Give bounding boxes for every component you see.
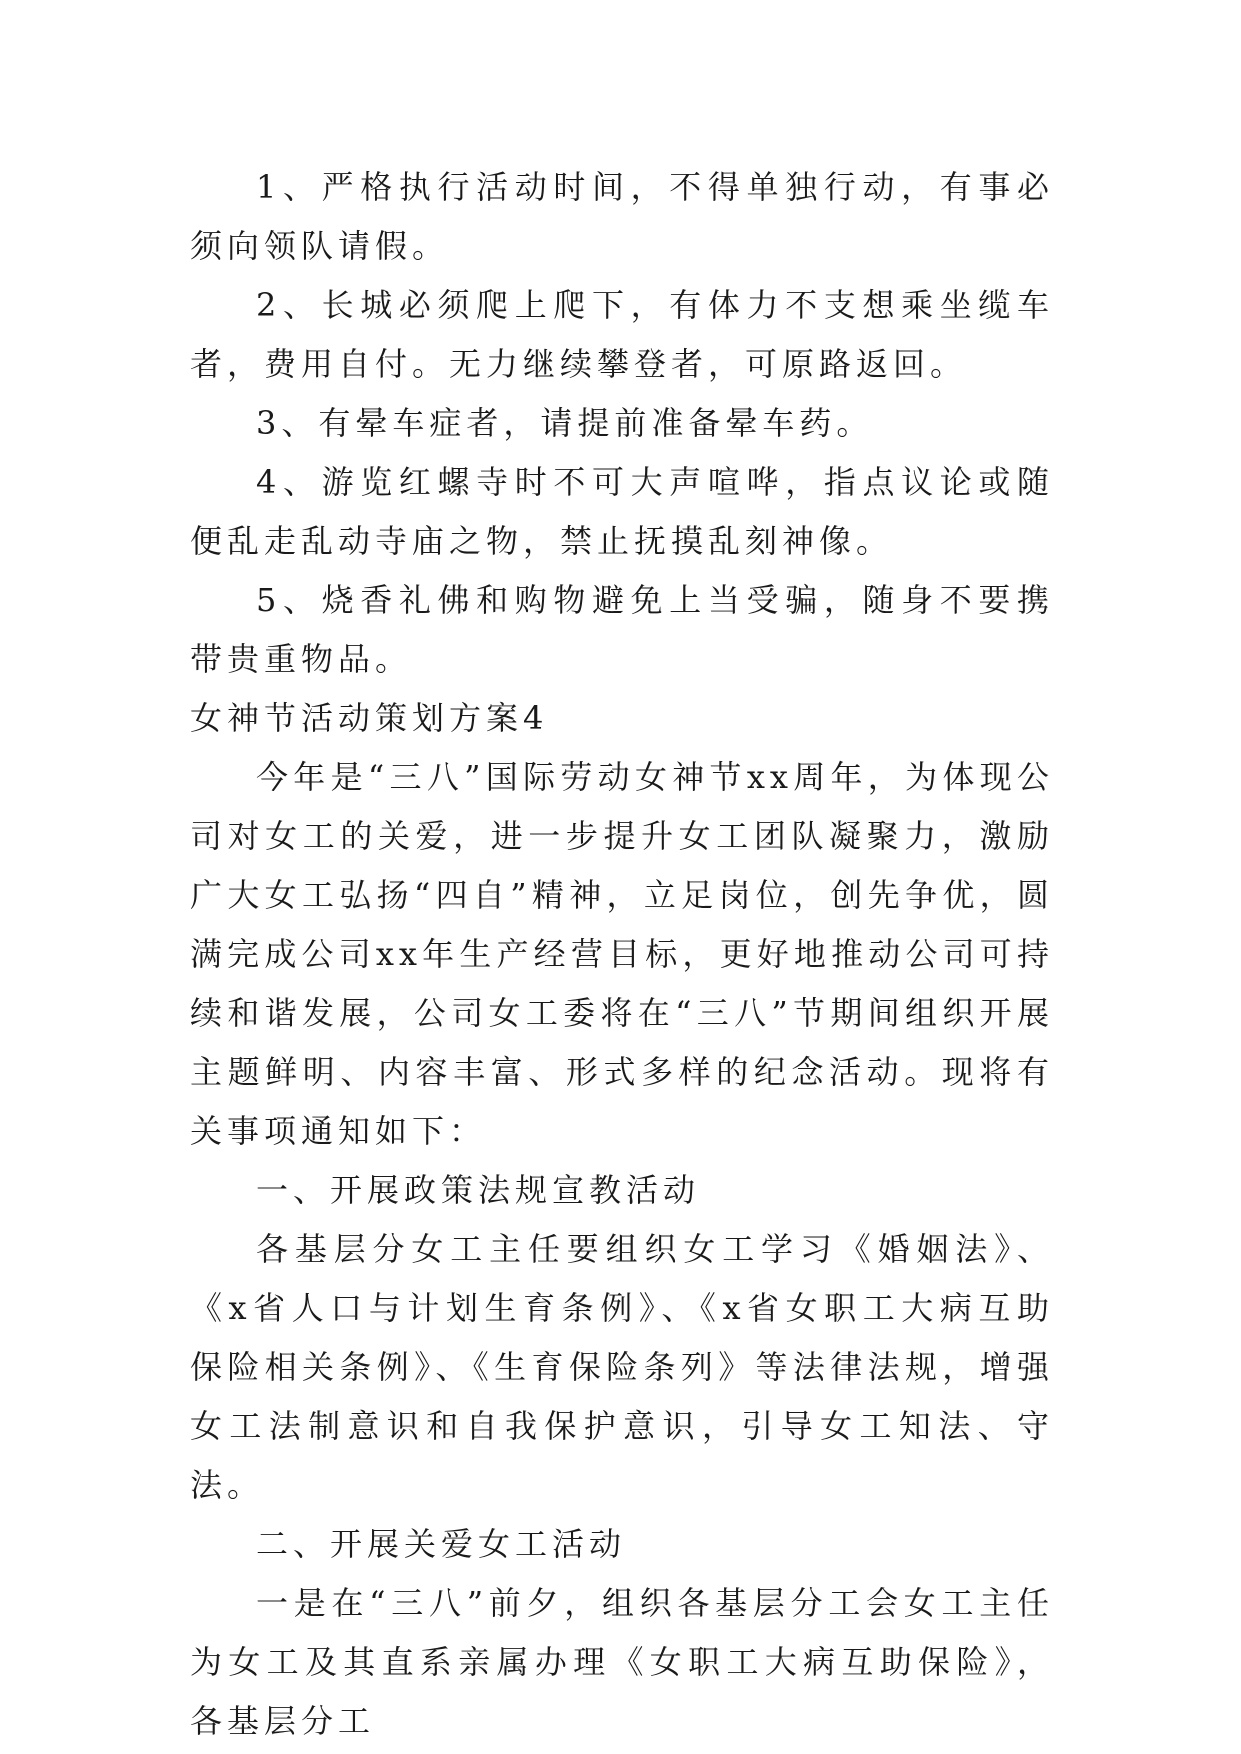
paragraph-rule-2: 2、长城必须爬上爬下，有体力不支想乘坐缆车者，费用自付。无力继续攀登者，可原路返回。 (190, 286, 1054, 383)
heading-policy-education: 一、开展政策法规宣教活动 (256, 1171, 701, 1209)
paragraph-intro: 今年是“三八”国际劳动女神节xx周年，为体现公司对女工的关爱，进一步提升女工团队凝聚力，激励广大女工弘扬“四自”精神，立足岗位，创先争优，圆满完成公司xx年生产经营目标，更好地推动公司可持续和谐发展，公司女工委将在“三八”节期间组织开展主题鲜明、内容丰富、形式多样的纪念活动。现将有关事项通知如下： (190, 758, 1054, 1150)
section-title: 女神节活动策划方案4 (190, 699, 549, 737)
paragraph-rule-5: 5、烧香礼佛和购物避免上当受骗，随身不要携带贵重物品。 (190, 581, 1054, 678)
paragraph-rule-1: 1、严格执行活动时间，不得单独行动，有事必须向领队请假。 (190, 168, 1054, 265)
paragraph-rule-3: 3、有晕车症者，请提前准备晕车药。 (256, 404, 874, 442)
document-body (190, 158, 1054, 1751)
heading-care-activities: 二、开展关爱女工活动 (256, 1525, 627, 1563)
paragraph-rule-4: 4、游览红螺寺时不可大声喧哗，指点议论或随便乱走乱动寺庙之物，禁止抚摸乱刻神像。 (190, 463, 1054, 560)
paragraph-policy-education: 各基层分女工主任要组织女工学习《婚姻法》、《x省人口与计划生育条例》、《x省女职工大病互助保险相关条例》、《生育保险条列》等法律法规，增强女工法制意识和自我保护意识，引导女工知法、守法。 (190, 1230, 1054, 1504)
paragraph-care-activities: 一是在“三八”前夕，组织各基层分工会女工主任为女工及其直系亲属办理《女职工大病互助保险》，各基层分工 (190, 1584, 1054, 1740)
